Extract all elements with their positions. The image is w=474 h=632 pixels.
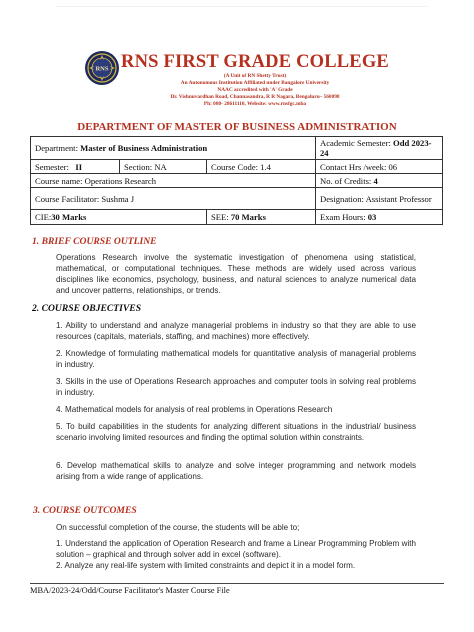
department-cell — [31, 137, 316, 160]
exam-hours-value: 03 — [367, 212, 377, 222]
designation-cell: Designation: Assistant Professor — [316, 188, 443, 210]
table-row — [31, 210, 443, 225]
objective-item: 6. Develop mathematical skills to analyze and solve integer programming and network models arising from a wide range of applications. — [56, 461, 416, 481]
outcomes-intro: On successful completion of the course, the students will be able to; — [56, 523, 300, 532]
table-row — [31, 174, 443, 188]
address-line: Dr. Vishnuvardhan Road, Channasandra, R R Nagara, Bengaluru– 560098 — [170, 94, 340, 100]
see-label: SEE: — [211, 212, 231, 222]
academic-semester-label: Academic Semester: — [320, 138, 394, 148]
trust-line: (A Unit of RN Shetty Trust) — [223, 73, 287, 79]
credits-value: 4 — [373, 175, 378, 186]
section-cell: Section: NA — [120, 160, 207, 174]
cie-label: CIE: — [35, 212, 52, 222]
letterhead — [0, 0, 474, 120]
section-heading-outcomes: 3. COURSE OUTCOMES — [33, 505, 137, 516]
course-info-table — [30, 136, 443, 225]
section-heading-objectives: 2. COURSE OBJECTIVES — [32, 303, 142, 314]
logo-text: RNS — [95, 65, 109, 73]
semester-value: II — [75, 161, 83, 172]
exam-hours-label: Exam Hours: — [320, 212, 368, 222]
objective-item: 3. Skills in the use of Operations Research approaches and computer tools in solving real problems in industry. — [56, 377, 416, 397]
outcome-item: 2. Analyze any real-life system with limited constraints and depict it in a model form. — [56, 561, 356, 570]
credits-cell — [316, 174, 443, 188]
academic-semester-cell — [316, 137, 443, 160]
college-logo-icon — [84, 50, 120, 86]
outline-paragraph: Operations Research involve the systematic investigation of phenomena using statistical, mathematical, or computational techniques. These methods are widely used across various disciplines like economics, psychology, business, and natural sciences to analyze numerical data and uncover patterns, relationships, or trends. — [56, 253, 416, 295]
contact-hours-cell: Contact Hrs /week: 06 — [316, 160, 443, 174]
department-title: DEPARTMENT OF MASTER OF BUSINESS ADMINISTRATION — [77, 121, 397, 133]
naac-line: NAAC accredited with 'A' Grade — [217, 87, 293, 93]
section-heading-outline: 1. BRIEF COURSE OUTLINE — [32, 236, 157, 247]
cie-cell — [31, 210, 207, 225]
department-value: Master of Business Administration — [80, 143, 208, 153]
department-label: Department: — [35, 143, 81, 153]
semester-label: Semester: — [35, 161, 69, 172]
table-row — [31, 188, 443, 210]
credits-label: No. of Credits: — [320, 175, 374, 186]
affiliation-line: An Autonomous Institution Affiliated under Bangalore University — [180, 80, 330, 86]
contact-line: Ph: 080- 28611110, Website: www.rnsfgc.mba — [203, 101, 307, 107]
objective-item: 5. To build capabilities in the students for analyzing different situations in the industrial/ business scenario involving limited resources and finding the optimal solution within constraints. — [56, 422, 416, 442]
objective-item: 2. Knowledge of formulating mathematical models for quantitative analysis of managerial problems in industry. — [56, 349, 416, 369]
exam-hours-cell — [316, 210, 443, 225]
objective-item: 1. Ability to understand and analyze managerial problems in industry so that they are able to use resources (capitals, materials, staffing, and machines) more effectively. — [56, 321, 416, 341]
footer-text: MBA/2023-24/Odd/Course Facilitator's Master Course File — [30, 586, 230, 595]
semester-cell — [31, 160, 120, 174]
footer-divider — [30, 583, 444, 584]
see-value: 70 Marks — [230, 212, 266, 222]
academic-semester-value: Odd 2023-24 — [320, 138, 432, 158]
table-row — [31, 137, 443, 160]
facilitator-cell: Course Facilitator: Sushma J — [31, 188, 316, 210]
objective-item: 4. Mathematical models for analysis of real problems in Operations Research — [56, 405, 333, 414]
table-row — [31, 160, 443, 174]
course-name-cell: Course name: Operations Research — [31, 174, 316, 188]
cie-value: 30 Marks — [51, 212, 87, 222]
college-name: RNS FIRST GRADE COLLEGE — [121, 52, 389, 72]
course-code-cell: Course Code: 1.4 — [207, 160, 316, 174]
outcome-item: 1. Understand the application of Operation Research and frame a Linear Programming Problem with solution – graphical and through solver add in excel (software). — [56, 539, 416, 559]
see-cell — [207, 210, 316, 225]
